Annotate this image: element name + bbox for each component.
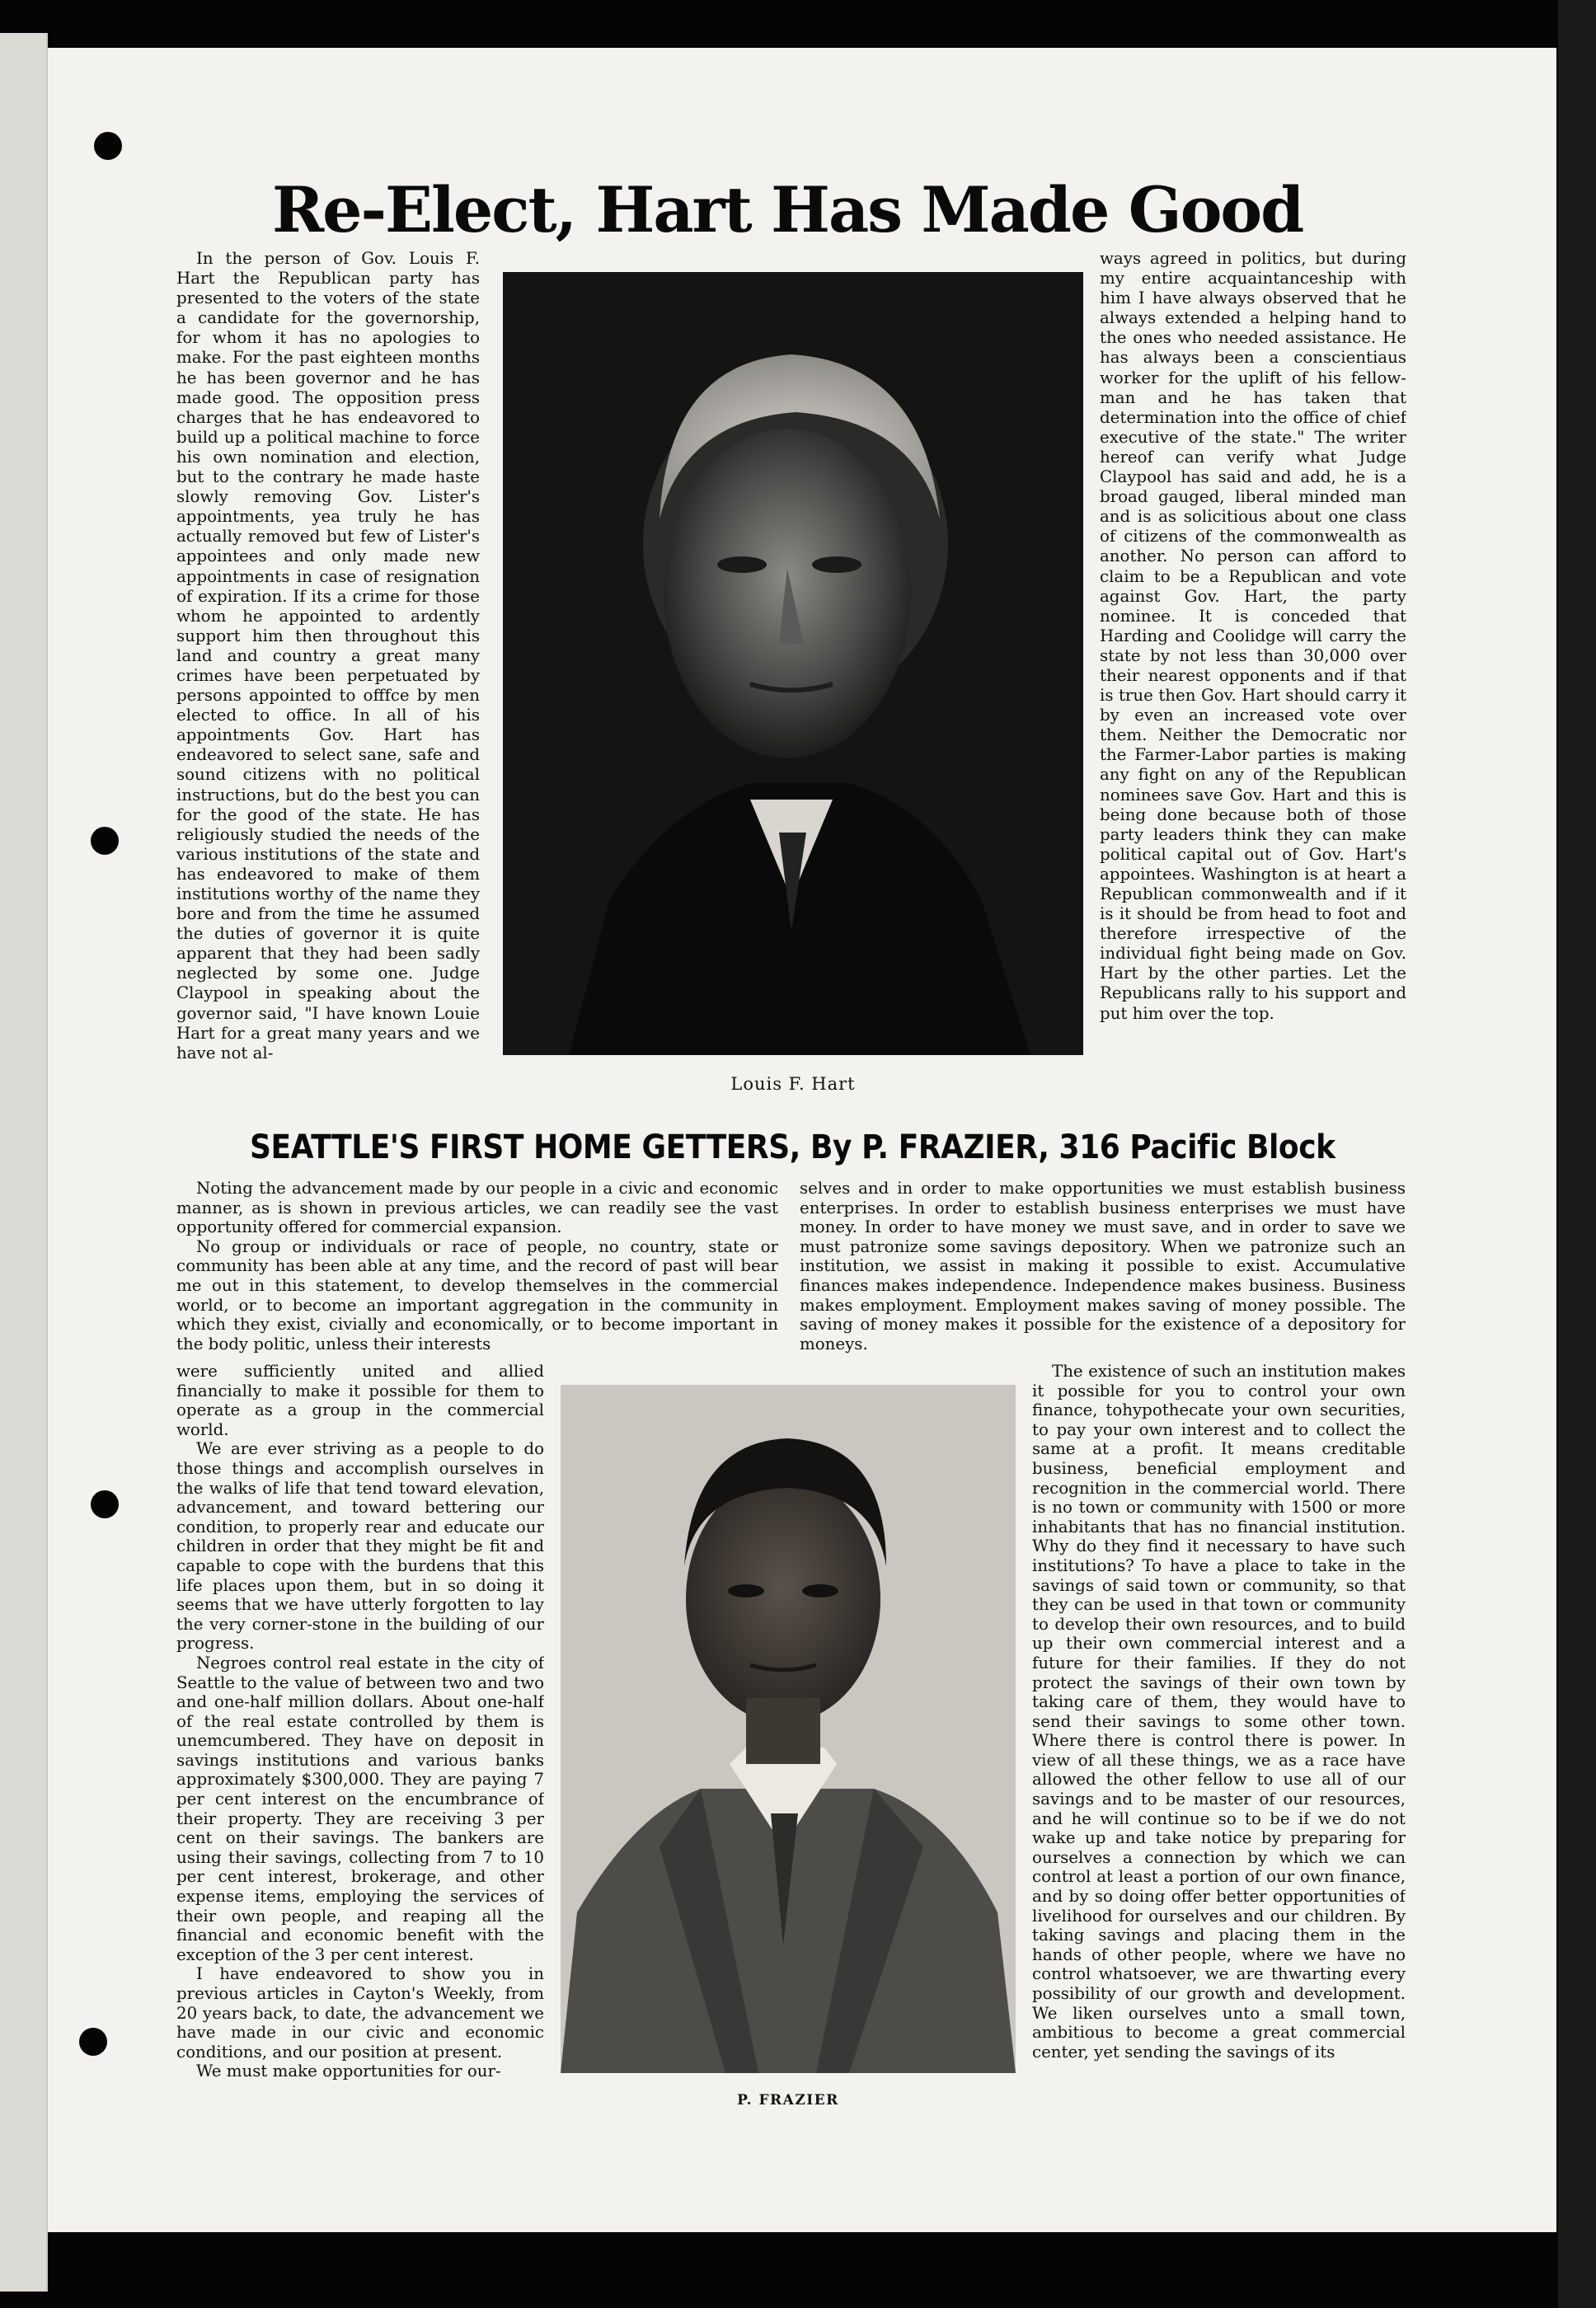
punch-hole <box>94 132 122 160</box>
article-text: were sufficiently united and allied financially to make it possible for them to operate as a group in the commercial world. <box>176 1362 544 1439</box>
page-fold <box>0 33 48 2292</box>
article-text: No group or individuals or race of people, no country, state or community has been able at any time, and the record of past will bear me out in this statement, to develop themselves in the commercial world, or to become an important aggregation in the community in which they exist, civially and economically, or to become important in the body politic, unless their interests <box>176 1236 778 1353</box>
frazier-lower-left-column <box>176 1362 544 2120</box>
article-text: ways agreed in politics, but during my entire acquaintanceship with him I have always observed that he always extended a helping hand to the ones who needed assistance. He has always been a conscientiaus worker for the uplift of his fellow-man and he has taken that determination into the office of chief executive of the state." The writer hereof can verify what Judge Claypool has said and add, he is a broad gauged, liberal minded man and is as solicitious about one class of citizens of the commonwealth as another. No person can afford to claim to be a Republican and vote against Gov. Hart, the party nominee. It is conceded that Harding and Coolidge will carry the state by not less than 30,000 over their nearest opponents and if that is true then Gov. Hart should carry it by even an increased vote over them. Neither the Democratic nor the Farmer-Labor parties is making any fight on any of the Republican nominees save Gov. Hart and this is being done because both of those party leaders think they can make political capital out of Gov. Hart's appointees. Washington is at heart a Republican commonwealth and if it is it should be from head to foot and therefore irrespective of the individual fight being made on Gov. Hart by the other parties. Let the Republicans rally to his support and put him over the top. <box>1100 249 1406 1023</box>
punch-hole <box>91 1490 119 1518</box>
article-text: Noting the advancement made by our people in a civic and economic manner, as is shown in previous articles, we can readily see the vast opportunity offered for commercial expansion. <box>176 1179 778 1237</box>
page-headline: Re-Elect, Hart Has Made Good <box>272 173 1303 246</box>
article-text: In the person of Gov. Louis F. Hart the Republican party has presented to the voters of the state a candidate for the governorship, for whom it has no apologies to make. For the past eighteen months he has been governor and he has made good. The opposition press charges that he has endeavored to build up a political machine to force his own nomination and election, but to the contrary he made haste slowly removing Gov. Lister's appointments, yea truly he has actually removed but few of Lister's appointees and only made new appointments in case of resignation of expiration. If its a crime for those whom he appointed to ardently support him then throughout this land and country a great many crimes have been perpetuated by persons appointed to offfce by men elected to office. In all of his appointments Gov. Hart has endeavored to select sane, safe and sound citizens with no political instructions, but do the best you can for the good of the state. He has religiously studied the needs of the various institutions of the state and has endeavored to make of them institutions worthy of the name they bore and from the time he assumed the duties of governor it is quite apparent that they had been sadly neglected by some one. Judge Claypool in speaking about the governor said, "I have known Louie Hart for a great many years and we have not al- <box>176 249 480 1063</box>
punch-hole <box>79 2028 107 2056</box>
hart-article-right-column <box>1100 249 1406 1098</box>
article-text: Negroes control real estate in the city of Seattle to the value of between two and two and one-half million dollars. About one-half of the real estate controlled by them is unemcumbered. They have on deposit in savings institutions and various banks approximately $300,000. They are paying 7 per cent interest on the encumbrance of their property. They are receiving 3 per cent on their savings. The bankers are using their savings, collecting from 7 to 10 per cent interest, brokerage, and other expense items, employing the services of their own people, and reaping all the financial and economic benefit with the exception of the 3 per cent interest. <box>176 1653 544 1964</box>
scan-edge <box>1558 0 1596 2308</box>
p-frazier-portrait <box>561 1385 1016 2073</box>
article-text: The existence of such an institution makes it possible for you to control your own finance, tohypothecate your own securities, to pay your own interest and to collect the same at a profit. It means creditable business, beneficial employment and recognition in the commercial world. There is no town or community with 1500 or more inhabitants that has no financial institution. Why do they find it necessary to have such institutions? To have a place to take in the savings of said town or community, so that they can be used in that town or community to develop their own resources, and to build up their own commercial interest and a future for their families. If they do not protect the savings of their own town by taking care of them, they would have to send their savings to some other town. Where there is control there is power. In view of all these things, we as a race have allowed the other fellow to use all of our savings and to be master of our resources, and he will continue so to be if we do not wake up and take notice by preparing for ourselves a connection by which we can control at least a portion of our own finance, and by so doing offer better opportunities of livelihood for ourselves and our children. By taking savings and placing them in the hands of other people, where we have no control whatsoever, we are thwarting every possibility of our growth and development. We liken ourselves unto a small town, ambitious to become a great commercial center, yet sending the savings of its <box>1032 1362 1406 2062</box>
frazier-top-right-column <box>800 1179 1406 1362</box>
louis-hart-portrait <box>503 272 1083 1055</box>
hart-photo-caption: Louis F. Hart <box>730 1074 856 1094</box>
frazier-article-headline: SEATTLE'S FIRST HOME GETTERS, By P. FRAZIER, 316 Pacific Block <box>250 1128 1335 1166</box>
article-text: We are ever striving as a people to do those things and accomplish ourselves in the walks of life that tend toward elevation, advancement, and toward bettering our condition, to properly rear and educate our children in order that they might be fit and capable to cope with the burdens that this life places upon them, but in so doing it seems that we have utterly forgotten to lay the very corner-stone in the building of our progress. <box>176 1439 544 1654</box>
article-text: We must make opportunities for our- <box>196 2062 501 2081</box>
article-text: selves and in order to make opportunities we must establish business enterprises. In order to establish business enterprises we must have money. In order to have money we must save, and in order to save we must patronize some savings depository. When we patronize such an institution, we assist in making it possible to exist. Accumulative finances makes independence. Independence makes business. Business makes employment. Employment makes saving of money possible. The saving of money makes it possible for the existence of a depository for moneys. <box>800 1179 1406 1353</box>
hart-article-left-column <box>176 249 480 1098</box>
frazier-top-left-column <box>176 1179 778 1362</box>
portrait-image <box>561 1385 1016 2073</box>
frazier-photo-caption: P. FRAZIER <box>737 2092 839 2109</box>
punch-hole <box>91 827 119 855</box>
article-text: I have endeavored to show you in previous articles in Cayton's Weekly, from 20 years back, to date, the advancement we have made in our civic and economic conditions, and our position at present. <box>176 1964 544 2062</box>
frazier-lower-right-column <box>1032 1362 1406 2120</box>
portrait-image <box>503 272 1083 1055</box>
